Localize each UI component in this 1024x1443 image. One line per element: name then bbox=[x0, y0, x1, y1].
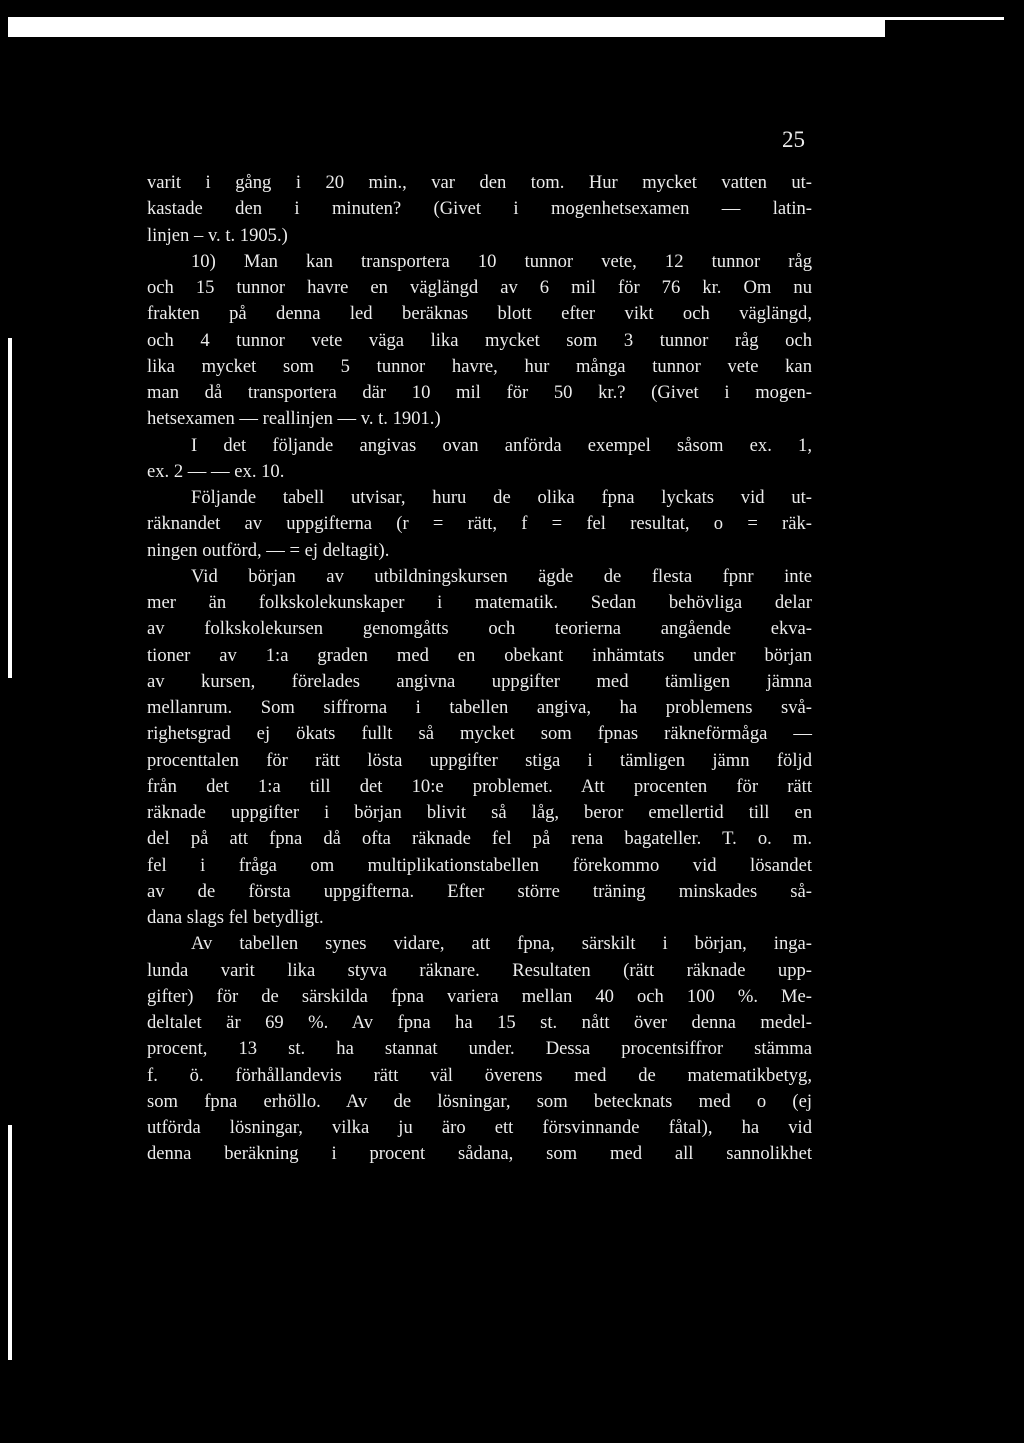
text-line: mer än folkskolekunskaper i matematik. Sedan behövliga delar bbox=[147, 592, 812, 613]
text-line: Av tabellen synes vidare, att fpna, särskilt i början, inga- bbox=[191, 933, 812, 955]
text-line: dana slags fel betydligt. bbox=[147, 907, 324, 928]
text-line: mellanrum. Som siffrorna i tabellen angiva, ha problemens svå- bbox=[147, 697, 812, 718]
text-line: av de första uppgifterna. Efter större träning minskades så- bbox=[147, 880, 812, 902]
text-line: fel i fråga om multiplikationstabellen förekommo vid lösandet bbox=[147, 854, 812, 876]
scan-edge-mark-lower bbox=[8, 1125, 12, 1360]
text-line: räknade uppgifter i början blivit så låg, beror emellertid till en bbox=[147, 802, 812, 823]
text-line: utförda lösningar, vilka ju äro ett försvinnande fåtal), ha vid bbox=[147, 1117, 812, 1138]
text-line: deltalet är 69 %. Av fpna ha 15 st. nått över denna medel- bbox=[147, 1012, 812, 1033]
text-line: man då transportera där 10 mil för 50 kr.? (Givet i mogen- bbox=[147, 382, 812, 403]
text-line: som fpna erhöllo. Av de lösningar, som betecknats med o (ej bbox=[147, 1090, 812, 1112]
text-line: ningen outförd, — = ej deltagit). bbox=[147, 539, 390, 561]
text-line: tioner av 1:a graden med en obekant inhämtats under början bbox=[147, 644, 812, 666]
text-line: 10) Man kan transportera 10 tunnor vete, 12 tunnor råg bbox=[191, 250, 812, 272]
text-line: linjen – v. t. 1905.) bbox=[147, 224, 288, 246]
text-line: och 4 tunnor vete väga lika mycket som 3 tunnor råg och bbox=[147, 329, 812, 351]
page-number: 25 bbox=[782, 127, 805, 152]
text-line: righetsgrad ej ökats fullt så mycket som fpnas räkneförmåga — bbox=[147, 723, 812, 745]
text-line: varit i gång i 20 min., var den tom. Hur mycket vatten ut- bbox=[147, 172, 812, 193]
text-line: räknandet av uppgifterna (r = rätt, f = fel resultat, o = räk- bbox=[147, 513, 812, 535]
text-line: denna beräkning i procent sådana, som med all sannolikhet bbox=[147, 1143, 812, 1165]
text-line: Vid början av utbildningskursen ägde de flesta fpnr inte bbox=[191, 565, 812, 587]
text-line: I det följande angivas ovan anförda exempel såsom ex. 1, bbox=[191, 434, 812, 456]
scan-edge-mark-upper bbox=[8, 338, 12, 678]
text-line: och 15 tunnor havre en väglängd av 6 mil för 76 kr. Om nu bbox=[147, 277, 812, 298]
text-line: från det 1:a till det 10:e problemet. Att procenten för rätt bbox=[147, 775, 812, 797]
text-line: procenttalen för rätt lösta uppgifter stiga i tämligen jämn följd bbox=[147, 749, 812, 771]
text-line: av kursen, förelades angivna uppgifter med tämligen jämna bbox=[147, 670, 812, 692]
text-line: f. ö. förhållandevis rätt väl överens med de matematikbetyg, bbox=[147, 1064, 812, 1086]
text-line: lika mycket som 5 tunnor havre, hur många tunnor vete kan bbox=[147, 355, 812, 377]
text-line: hetsexamen — reallinjen — v. t. 1901.) bbox=[147, 408, 441, 430]
body-text bbox=[147, 170, 812, 1168]
text-line: ex. 2 — — ex. 10. bbox=[147, 460, 285, 482]
text-line: kastade den i minuten? (Givet i mogenhetsexamen — latin- bbox=[147, 198, 812, 220]
text-line: gifter) för de särskilda fpna variera mellan 40 och 100 %. Me- bbox=[147, 985, 812, 1007]
text-line: Följande tabell utvisar, huru de olika fpna lyckats vid ut- bbox=[191, 487, 812, 508]
text-line: del på att fpna då ofta räknade fel på rena bagateller. T. o. m. bbox=[147, 828, 812, 850]
text-line: lunda varit lika styva räknare. Resultaten (rätt räknade upp- bbox=[147, 959, 812, 981]
text-line: frakten på denna led beräknas blott efter vikt och väglängd, bbox=[147, 303, 812, 325]
scan-border-top-line bbox=[885, 17, 1004, 20]
scan-border-top bbox=[8, 17, 885, 37]
text-line: procent, 13 st. ha stannat under. Dessa procentsiffror stämma bbox=[147, 1038, 812, 1060]
text-line: av folkskolekursen genomgåtts och teorierna angående ekva- bbox=[147, 618, 812, 640]
